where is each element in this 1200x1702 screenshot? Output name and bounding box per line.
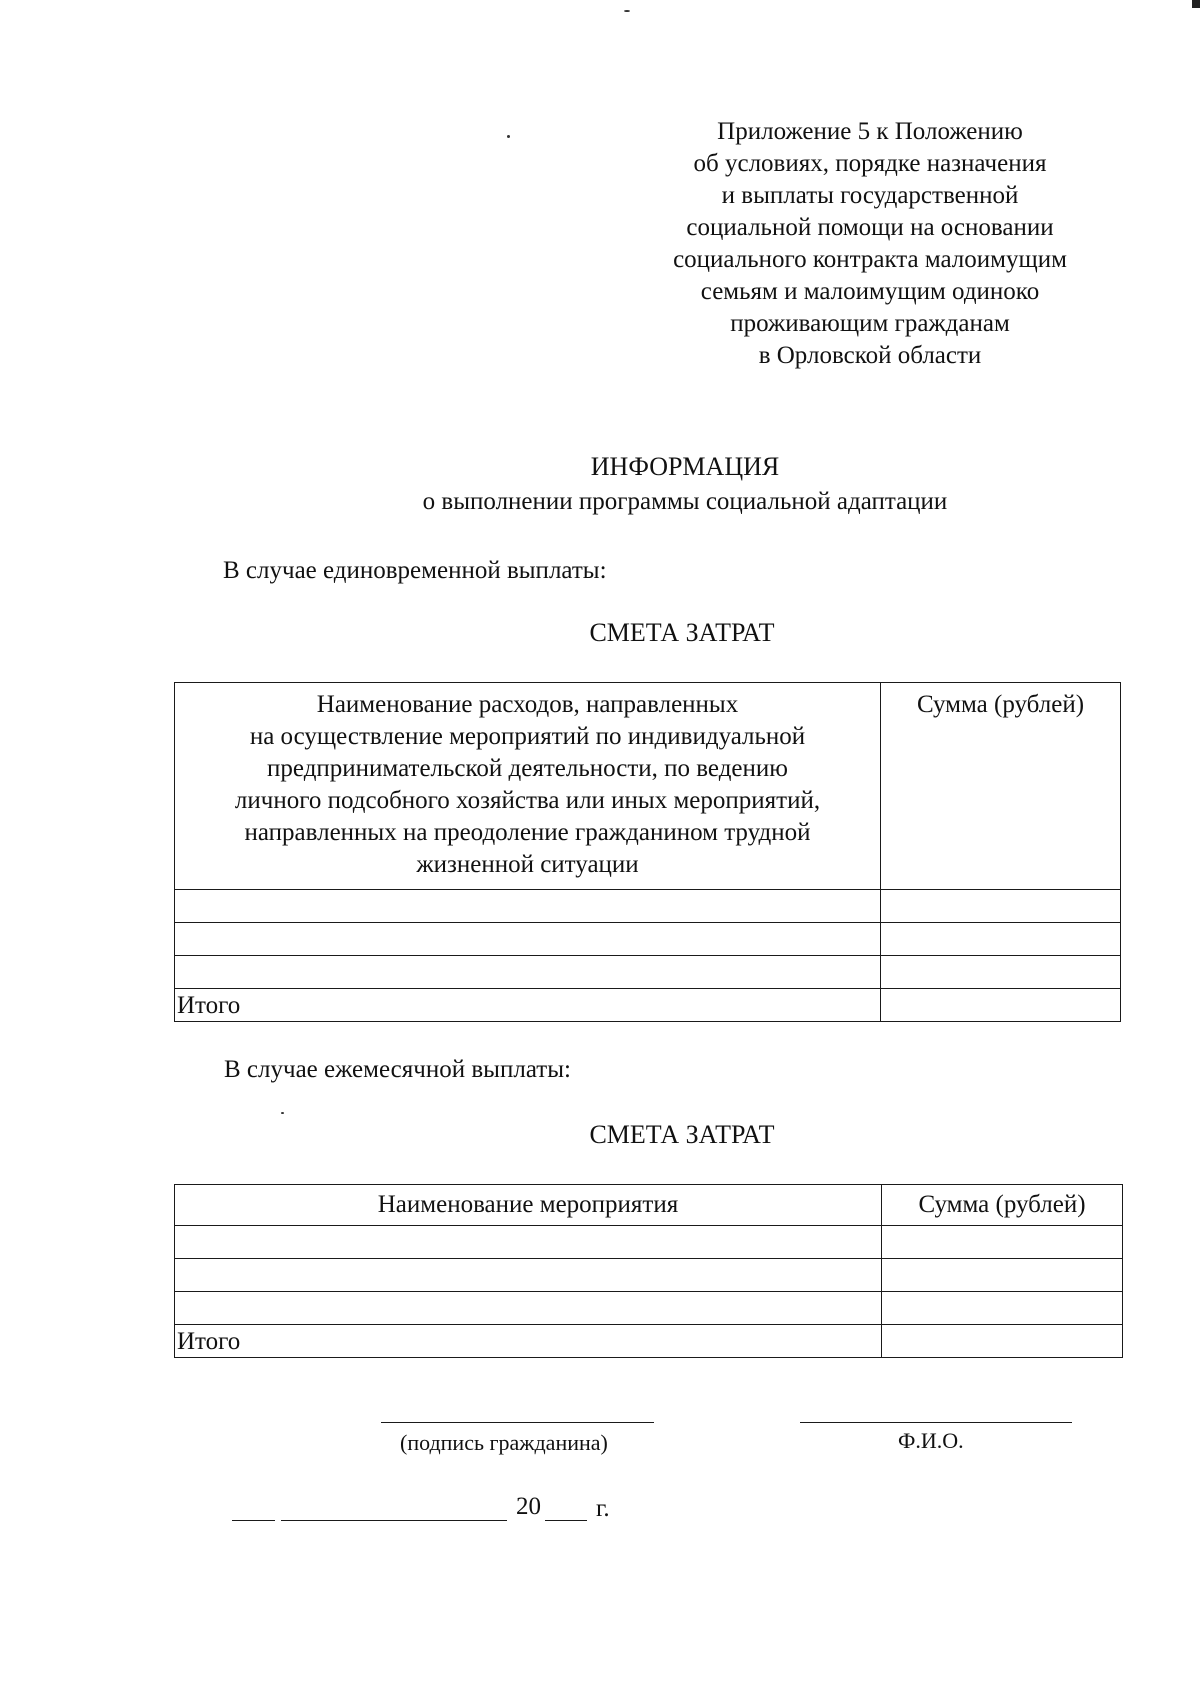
date-day-line[interactable]: [232, 1520, 275, 1521]
scan-speck: [507, 135, 510, 138]
appendix-line: семьям и малоимущим одиноко: [700, 278, 1040, 305]
header-expense-name: [175, 683, 881, 890]
appendix-line: в Орловской области: [758, 342, 982, 369]
name-cell[interactable]: [175, 956, 881, 989]
table-row: [175, 923, 1121, 956]
scan-speck: [281, 1112, 284, 1114]
document-title: ИНФОРМАЦИЯ: [590, 452, 780, 481]
total-sum-cell[interactable]: [881, 989, 1121, 1022]
name-cell[interactable]: [175, 1259, 882, 1292]
estimate-title-monthly: СМЕТА ЗАТРАТ: [589, 1120, 775, 1149]
document-subtitle: о выполнении программы социальной адаптации: [422, 488, 948, 515]
header-line: направленных на преодоление гражданином трудной: [244, 819, 811, 846]
date-year-line[interactable]: [545, 1520, 587, 1521]
header-sum: Сумма (рублей): [881, 683, 1121, 890]
total-label: Итого: [175, 1325, 882, 1358]
header-line: личного подсобного хозяйства или иных мероприятий,: [234, 787, 821, 814]
header-sum: Сумма (рублей): [882, 1185, 1123, 1226]
header-line: на осуществление мероприятий по индивидуальной: [249, 723, 806, 750]
estimate-table-monthly: [174, 1184, 1123, 1358]
header-line: предпринимательской деятельности, по ведению: [267, 755, 788, 782]
table-header-row: [175, 683, 1121, 890]
total-row: [175, 989, 1121, 1022]
name-cell[interactable]: [175, 1226, 882, 1259]
table-row: [175, 956, 1121, 989]
date-month-line[interactable]: [281, 1520, 507, 1521]
sum-cell[interactable]: [881, 923, 1121, 956]
monthly-payment-label: В случае ежемесячной выплаты:: [224, 1056, 571, 1083]
appendix-line: социального контракта малоимущим: [673, 246, 1067, 273]
total-sum-cell[interactable]: [882, 1325, 1123, 1358]
scan-speck: [624, 10, 630, 12]
citizen-signature-caption: (подпись гражданина): [400, 1430, 608, 1455]
appendix-line: и выплаты государственной: [721, 182, 1019, 209]
sum-cell[interactable]: [882, 1292, 1123, 1325]
table-header-row: [175, 1185, 1123, 1226]
date-year-prefix: 20: [516, 1493, 541, 1520]
citizen-signature-line[interactable]: [381, 1422, 654, 1423]
total-label: Итого: [175, 989, 881, 1022]
appendix-line: проживающим гражданам: [730, 310, 1010, 337]
header-line: жизненной ситуации: [416, 851, 639, 878]
sum-cell[interactable]: [882, 1226, 1123, 1259]
fio-line[interactable]: [800, 1422, 1072, 1423]
table-row: [175, 1226, 1123, 1259]
estimate-table-one-time: [174, 682, 1121, 1022]
header-line: Наименование расходов, направленных: [316, 691, 739, 718]
appendix-header: [640, 116, 1100, 372]
sum-cell[interactable]: [881, 956, 1121, 989]
total-row: [175, 1325, 1123, 1358]
name-cell[interactable]: [175, 923, 881, 956]
name-cell[interactable]: [175, 1292, 882, 1325]
one-time-payment-label: В случае единовременной выплаты:: [223, 557, 607, 584]
scan-edge-mark: [1192, 0, 1200, 8]
header-activity-name: Наименование мероприятия: [175, 1185, 882, 1226]
appendix-line: Приложение 5 к Положению: [717, 118, 1023, 145]
sum-cell[interactable]: [882, 1259, 1123, 1292]
fio-caption: Ф.И.О.: [898, 1428, 964, 1453]
date-year-suffix: г.: [596, 1495, 610, 1522]
appendix-line: об условиях, порядке назначения: [693, 150, 1047, 177]
sum-cell[interactable]: [881, 890, 1121, 923]
name-cell[interactable]: [175, 890, 881, 923]
table-row: [175, 1259, 1123, 1292]
appendix-line: социальной помощи на основании: [686, 214, 1054, 241]
table-row: [175, 1292, 1123, 1325]
table-row: [175, 890, 1121, 923]
estimate-title-one-time: СМЕТА ЗАТРАТ: [589, 618, 775, 647]
